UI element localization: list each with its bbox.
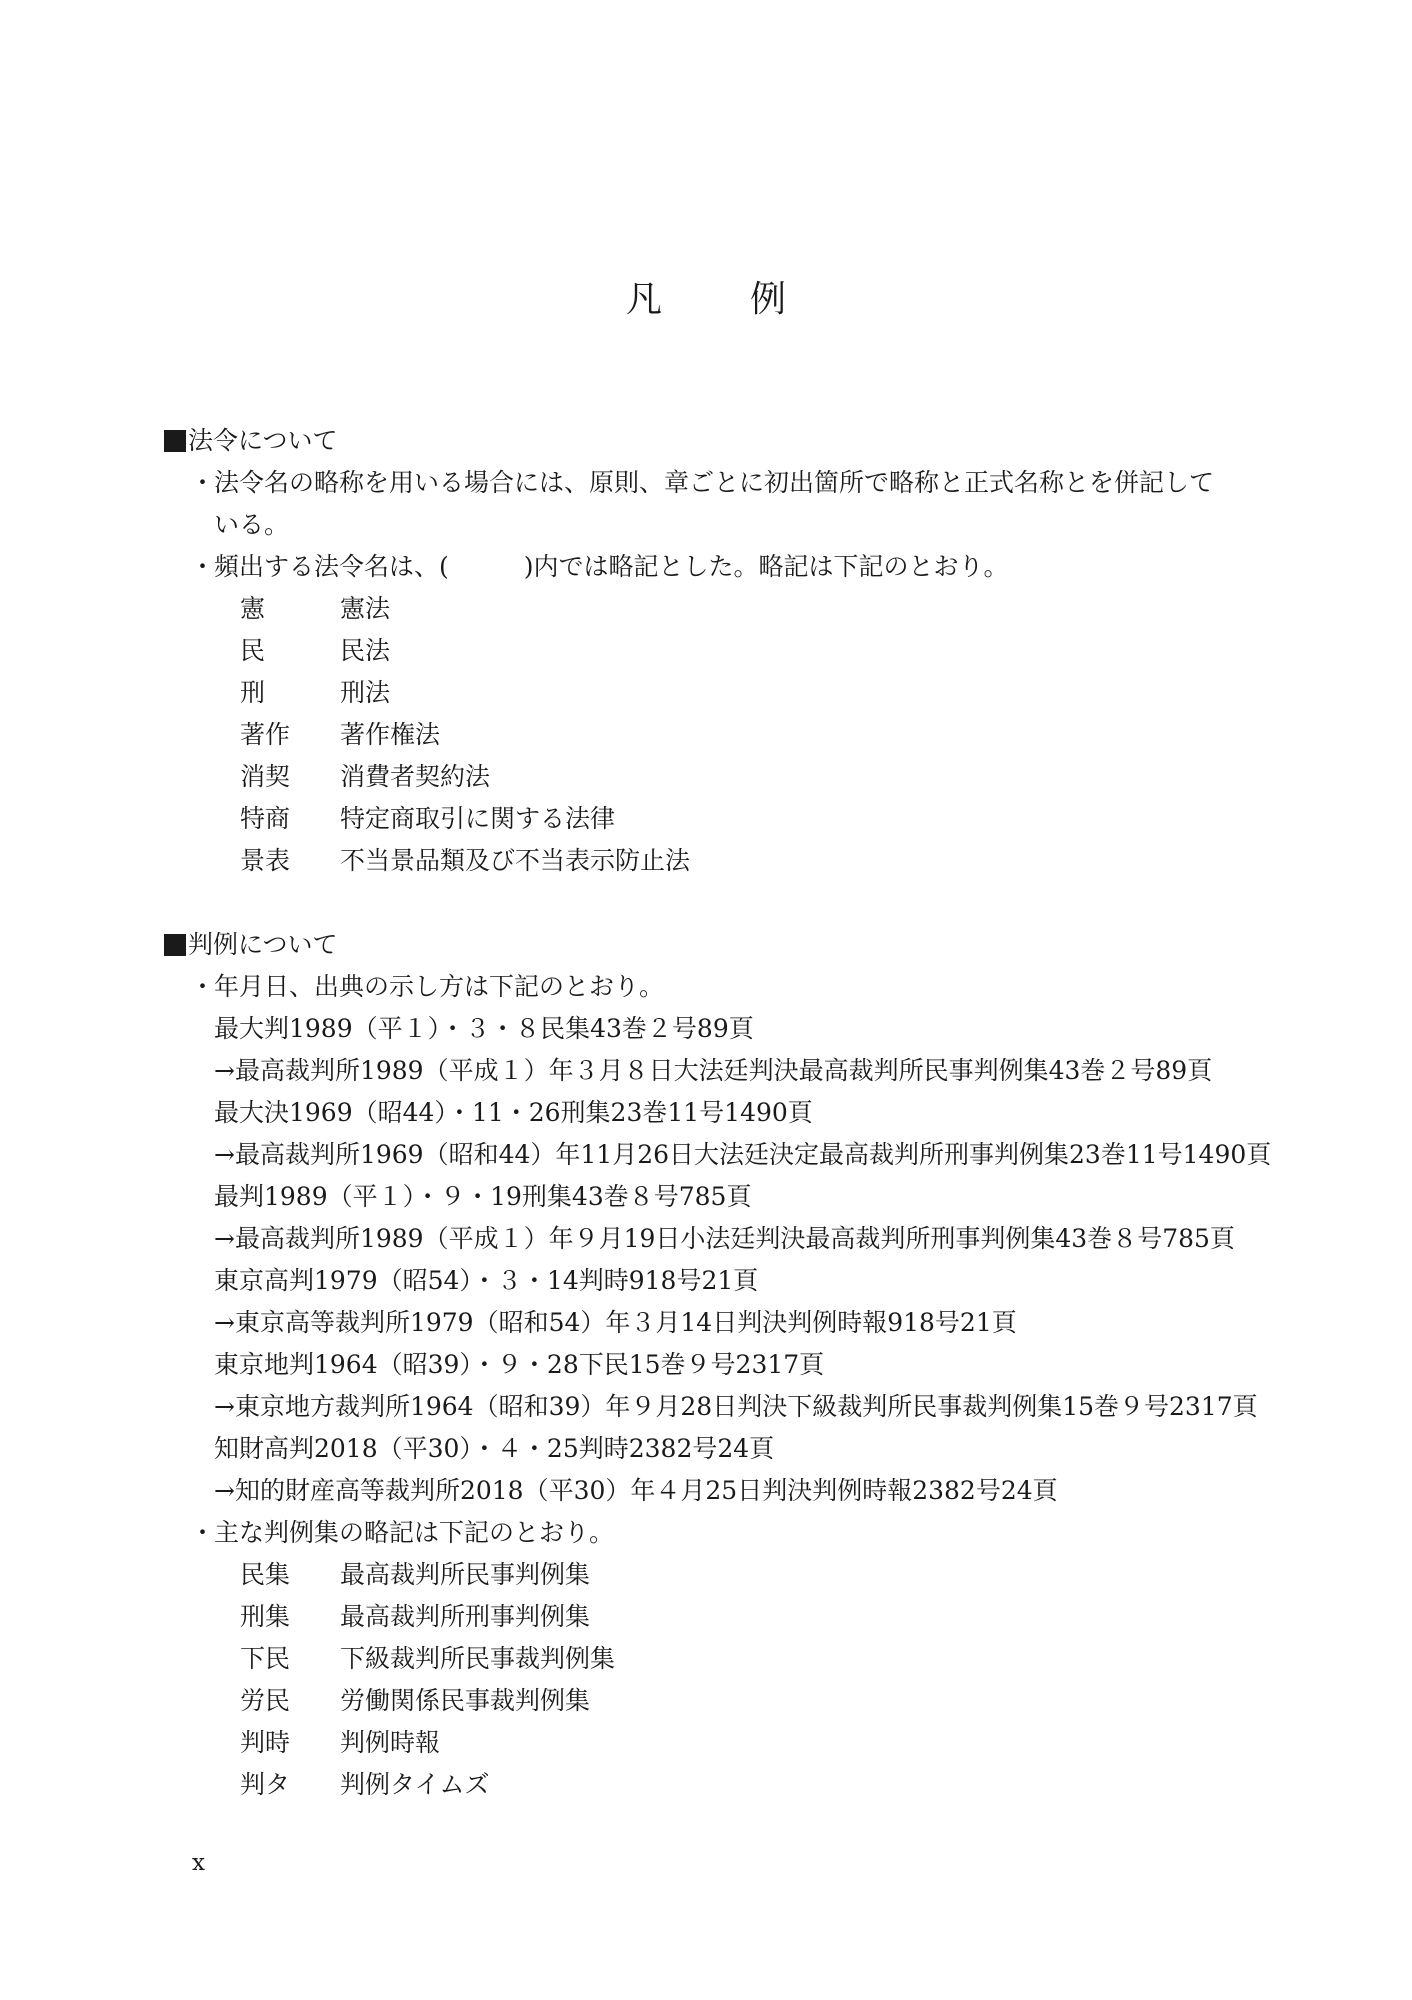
full-name: 憲法 [340,594,391,623]
black-square-icon [164,430,186,452]
full-name: 特定商取引に関する法律 [340,804,616,833]
case-citation-short: 東京高判1979（昭54）・３・14判時918号21頁 [214,1266,759,1295]
section-spacer [164,882,1244,924]
case-citation-full: →知的財産高等裁判所2018（平30）年４月25日判決判例時報2382号24頁 [214,1476,1058,1505]
abbreviation-row [164,630,1244,672]
bullet-item [164,1512,1244,1554]
case-citation-short: 最判1989（平１）・９・19刑集43巻８号785頁 [214,1182,752,1211]
bullet-dot: ・ [190,468,216,497]
bullet-item [164,462,1244,504]
case-citation-full: →東京高等裁判所1979（昭和54）年３月14日判決判例時報918号21頁 [214,1308,1017,1337]
abbreviation: 刑集 [240,1602,291,1631]
full-name: 判例時報 [340,1728,441,1757]
case-citation-full: →最高裁判所1989（平成１）年３月８日大法廷判決最高裁判所民事判例集43巻２号89頁 [214,1056,1213,1085]
reporter-row [164,1596,1244,1638]
case-citation-full: →最高裁判所1989（平成１）年９月19日小法廷判決最高裁判所刑事判例集43巻８号785頁 [214,1224,1235,1253]
case-citation-short: 最大判1989（平１）・３・８民集43巻２号89頁 [214,1014,754,1043]
bullet-item [164,546,1244,588]
abbreviation-row [164,798,1244,840]
full-name: 労働関係民事裁判例集 [340,1686,591,1715]
abbreviation-row [164,672,1244,714]
abbreviation: 特商 [240,804,291,833]
full-name: 最高裁判所刑事判例集 [340,1602,591,1631]
reporter-row [164,1764,1244,1806]
page-number: x [192,1850,205,1876]
bullet-text: 年月日、出典の示し方は下記のとおり。 [214,972,665,1001]
case-citation-full: →最高裁判所1969（昭和44）年11月26日大法廷決定最高裁判所刑事判例集23巻11号1490頁 [214,1140,1272,1169]
abbreviation-row [164,588,1244,630]
abbreviation: 憲 [240,594,266,623]
abbreviation: 労民 [240,1686,291,1715]
black-square-icon [164,934,186,956]
bullet-dot: ・ [190,552,216,581]
case-citation-short: 最大決1969（昭44）・11・26刑集23巻11号1490頁 [214,1098,813,1127]
section-heading-cases-label: 判例について [188,930,338,959]
reporter-row [164,1680,1244,1722]
main-content [164,420,1272,1806]
bullet-text: 頻出する法令名は、( )内では略記とした。略記は下記のとおり。 [214,552,1009,581]
abbreviation: 刑 [240,678,266,707]
abbreviation-row [164,756,1244,798]
full-name: 民法 [340,636,391,665]
bullet-text: 主な判例集の略記は下記のとおり。 [214,1518,615,1547]
section-heading-statutes-label: 法令について [188,426,338,455]
bullet-text: 法令名の略称を用いる場合には、原則、章ごとに初出箇所で略称と正式名称とを併記して [214,468,1215,497]
case-citation-short: 東京地判1964（昭39）・９・28下民15巻９号2317頁 [214,1350,825,1379]
full-name: 著作権法 [340,720,441,749]
abbreviation: 著作 [240,720,291,749]
full-name: 判例タイムズ [340,1770,490,1799]
bullet-item [164,966,1244,1008]
abbreviation: 景表 [240,846,291,875]
full-name: 刑法 [340,678,391,707]
abbreviation: 消契 [240,762,291,791]
section-heading-statutes [164,420,1244,462]
bullet-dot: ・ [190,972,216,1001]
abbreviation: 判時 [240,1728,291,1757]
reporter-row [164,1638,1244,1680]
section-heading-cases [164,924,1244,966]
abbreviation: 下民 [240,1644,291,1673]
full-name: 消費者契約法 [340,762,491,791]
full-name: 下級裁判所民事裁判例集 [340,1644,616,1673]
case-citation-full: →東京地方裁判所1964（昭和39）年９月28日判決下級裁判所民事裁判例集15巻９号2317頁 [214,1392,1258,1421]
full-name: 不当景品類及び不当表示防止法 [340,846,691,875]
bullet-dot: ・ [190,1518,216,1547]
abbreviation: 民集 [240,1560,291,1589]
reporter-row [164,1554,1244,1596]
bullet-text-continued: いる。 [214,510,290,539]
reporter-row [164,1722,1244,1764]
full-name: 最高裁判所民事判例集 [340,1560,591,1589]
case-citation-short: 知財高判2018（平30）・４・25判時2382号24頁 [214,1434,775,1463]
page-title: 凡 例 [625,279,812,320]
abbreviation-row [164,714,1244,756]
abbreviation: 判タ [240,1770,291,1799]
abbreviation: 民 [240,636,266,665]
abbreviation-row [164,840,1244,882]
